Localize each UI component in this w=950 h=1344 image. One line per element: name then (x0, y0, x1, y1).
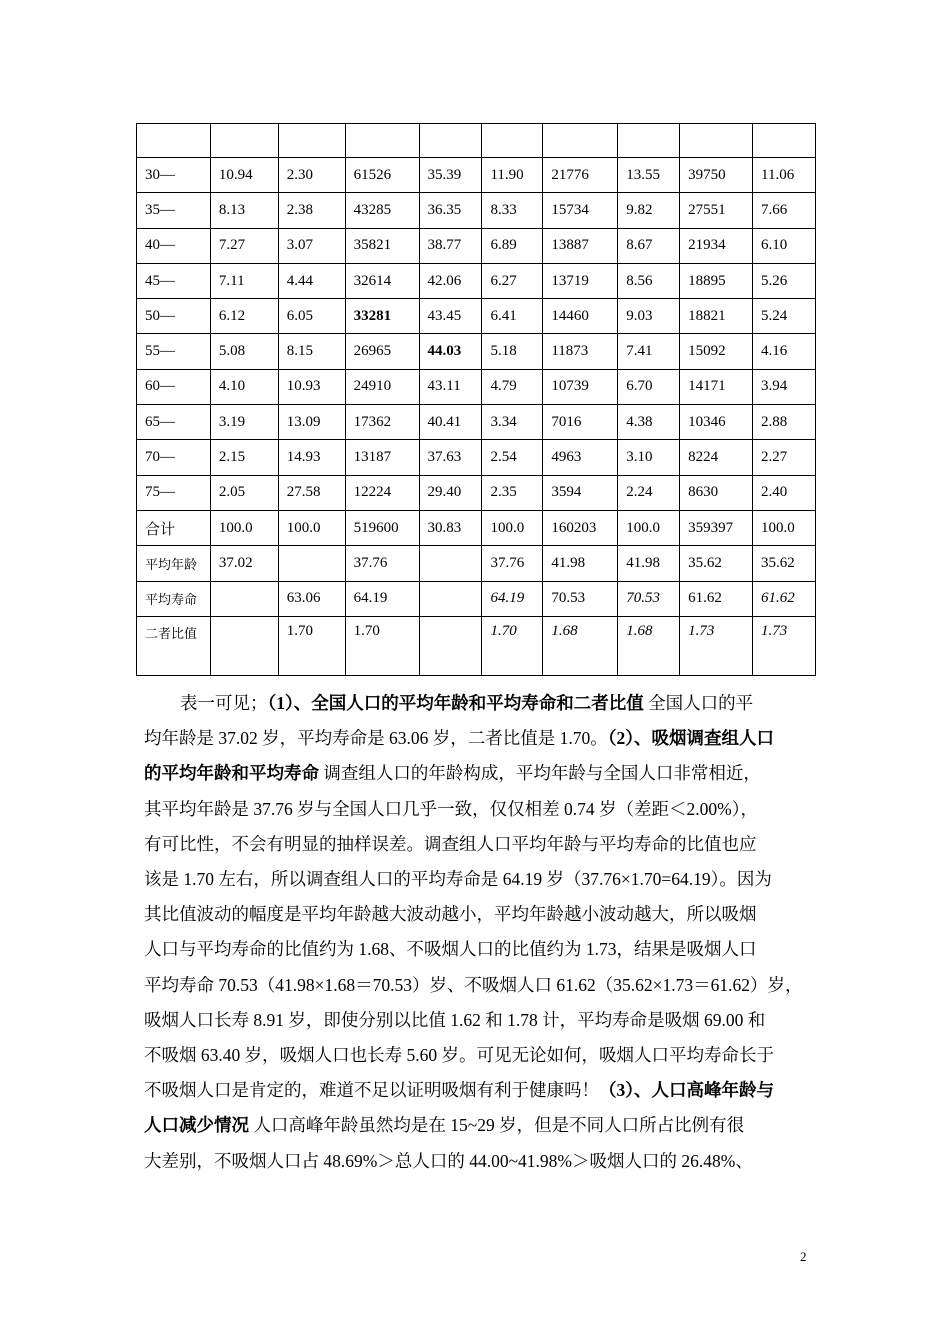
table-row (137, 193, 816, 228)
table-cell: 1.70 (278, 616, 345, 675)
table-cell: 5.24 (753, 299, 816, 334)
row-label-cell: 二者比值 (137, 616, 211, 675)
table-cell: 2.88 (753, 405, 816, 440)
table-cell: 359397 (680, 510, 753, 545)
table-cell: 1.70 (482, 616, 543, 675)
table-cell: 44.03 (419, 334, 482, 369)
table-cell: 6.05 (278, 299, 345, 334)
table-row (137, 124, 816, 158)
table-cell: 2.40 (753, 475, 816, 510)
table-cell: 38.77 (419, 228, 482, 263)
table-row (137, 228, 816, 263)
table-cell: 39750 (680, 158, 753, 193)
table-cell (278, 124, 345, 158)
table-cell (618, 124, 680, 158)
text-line: 人口与平均寿命的比值约为 1.68、不吸烟人口的比值约为 1.73，结果是吸烟人口 (144, 939, 757, 960)
table-cell (482, 124, 543, 158)
table-cell: 2.15 (210, 440, 278, 475)
table-cell: 13719 (543, 263, 618, 298)
table-cell: 8.56 (618, 263, 680, 298)
text-line: 该是 1.70 左右，所以调查组人口的平均寿命是 64.19 岁（37.76×1.70=64.19）。因为 (144, 869, 772, 890)
table-cell (210, 124, 278, 158)
table-cell: 11.90 (482, 158, 543, 193)
table-cell (278, 546, 345, 581)
table-cell: 100.0 (210, 510, 278, 545)
table-cell: 70.53 (543, 581, 618, 616)
table-row (137, 334, 816, 369)
table-cell: 3.34 (482, 405, 543, 440)
heading-inline: 人口减少情况 (144, 1115, 249, 1136)
table-cell (419, 581, 482, 616)
table-cell: 1.73 (680, 616, 753, 675)
table-cell: 13887 (543, 228, 618, 263)
table-cell: 1.68 (543, 616, 618, 675)
table-cell: 8.67 (618, 228, 680, 263)
text-line: 表一可见；（1）、全国人口的平均年龄和平均寿命和二者比值 全国人口的平 (180, 693, 754, 713)
row-label-cell: 40— (137, 228, 211, 263)
table-cell: 7016 (543, 405, 618, 440)
table-cell: 2.54 (482, 440, 543, 475)
table-row (137, 581, 816, 616)
table-cell: 3.07 (278, 228, 345, 263)
table-cell: 14.93 (278, 440, 345, 475)
table-cell: 4963 (543, 440, 618, 475)
table-cell: 35.39 (419, 158, 482, 193)
table-cell: 6.89 (482, 228, 543, 263)
table-cell: 8630 (680, 475, 753, 510)
table-cell: 7.27 (210, 228, 278, 263)
table-cell: 27.58 (278, 475, 345, 510)
table-cell: 2.38 (278, 193, 345, 228)
row-label-cell: 平均寿命 (137, 581, 211, 616)
table-cell: 43285 (345, 193, 419, 228)
row-label-cell: 合计 (137, 510, 211, 545)
text-line: 人口减少情况 人口高峰年龄虽然均是在 15~29 岁，但是不同人口所占比例有很 (144, 1115, 745, 1136)
table-cell (419, 124, 482, 158)
table-cell: 24910 (345, 369, 419, 404)
table-cell: 17362 (345, 405, 419, 440)
table-cell: 35.62 (753, 546, 816, 581)
table-cell: 21934 (680, 228, 753, 263)
table-cell: 37.02 (210, 546, 278, 581)
table-cell: 70.53 (618, 581, 680, 616)
table-cell (419, 616, 482, 675)
table-cell: 37.76 (482, 546, 543, 581)
table-cell: 5.18 (482, 334, 543, 369)
table-cell: 6.27 (482, 263, 543, 298)
table-row (137, 616, 816, 675)
table-cell: 3594 (543, 475, 618, 510)
text-line: 吸烟人口长寿 8.91 岁，即使分别以比值 1.62 和 1.78 计，平均寿命是吸烟 69.00 和 (144, 1009, 766, 1030)
table-cell: 37.63 (419, 440, 482, 475)
text-line: 的平均年龄和平均寿命 调查组人口的年龄构成，平均年龄与全国人口非常相近， (144, 763, 761, 784)
text-line: 不吸烟人口是肯定的，难道不足以证明吸烟有利于健康吗！（3）、人口高峰年龄与 (144, 1080, 774, 1101)
table-cell: 43.11 (419, 369, 482, 404)
table-cell: 64.19 (482, 581, 543, 616)
row-label-cell: 35— (137, 193, 211, 228)
table-cell: 36.35 (419, 193, 482, 228)
table-cell: 27551 (680, 193, 753, 228)
text-line: 均年龄是 37.02 岁，平均寿命是 63.06 岁，二者比值是 1.70。（2）、吸烟调查组人口 (144, 728, 774, 749)
table-cell: 7.41 (618, 334, 680, 369)
table-cell: 3.10 (618, 440, 680, 475)
table-cell: 8.33 (482, 193, 543, 228)
row-label-cell: 70— (137, 440, 211, 475)
table-cell: 1.70 (345, 616, 419, 675)
table-cell (210, 581, 278, 616)
heading-inline: （3）、人口高峰年龄与 (599, 1080, 774, 1101)
table-cell: 10739 (543, 369, 618, 404)
body-paragraph (144, 686, 808, 1179)
table-cell: 14460 (543, 299, 618, 334)
table-cell: 61.62 (753, 581, 816, 616)
table-cell: 37.76 (345, 546, 419, 581)
row-label-cell (137, 124, 211, 158)
table-cell: 1.73 (753, 616, 816, 675)
table-cell: 12224 (345, 475, 419, 510)
table-cell: 4.38 (618, 405, 680, 440)
table-cell: 100.0 (482, 510, 543, 545)
table-cell: 64.19 (345, 581, 419, 616)
table-cell: 10.93 (278, 369, 345, 404)
table-cell: 9.03 (618, 299, 680, 334)
text-line: 平均寿命 70.53（41.98×1.68＝70.53）岁、不吸烟人口 61.62（35.62×1.73＝61.62）岁， (144, 974, 803, 995)
table-row (137, 510, 816, 545)
heading-inline: （1）、全国人口的平均年龄和平均寿命和二者比值 (267, 693, 644, 713)
row-label-cell: 65— (137, 405, 211, 440)
table-cell: 6.12 (210, 299, 278, 334)
row-label-cell: 50— (137, 299, 211, 334)
text-line: 有可比性，不会有明显的抽样误差。调查组人口平均年龄与平均寿命的比值也应 (144, 833, 757, 854)
table-cell: 18821 (680, 299, 753, 334)
text-line: 其平均年龄是 37.76 岁与全国人口几乎一致，仅仅相差 0.74 岁（差距＜2.00%）， (144, 798, 758, 819)
table-cell: 6.70 (618, 369, 680, 404)
table-cell: 29.40 (419, 475, 482, 510)
table-cell (753, 124, 816, 158)
table-cell: 2.27 (753, 440, 816, 475)
table-cell: 8.15 (278, 334, 345, 369)
table-row (137, 475, 816, 510)
table-cell: 33281 (345, 299, 419, 334)
table-cell: 14171 (680, 369, 753, 404)
table-cell: 2.30 (278, 158, 345, 193)
table-cell: 6.41 (482, 299, 543, 334)
table-cell: 7.11 (210, 263, 278, 298)
table-cell (210, 616, 278, 675)
text-line: 不吸烟 63.40 岁，吸烟人口也长寿 5.60 岁。可见无论如何，吸烟人口平均寿命长于 (144, 1045, 774, 1066)
table-cell: 13.55 (618, 158, 680, 193)
table-cell: 5.08 (210, 334, 278, 369)
table-cell: 11873 (543, 334, 618, 369)
table-cell: 42.06 (419, 263, 482, 298)
table-cell: 21776 (543, 158, 618, 193)
row-label-cell: 平均年龄 (137, 546, 211, 581)
text-line: 其比值波动的幅度是平均年龄越大波动越小，平均年龄越小波动越大，所以吸烟 (144, 904, 757, 925)
table-cell: 35821 (345, 228, 419, 263)
table-cell: 519600 (345, 510, 419, 545)
row-label-cell: 55— (137, 334, 211, 369)
table-cell: 61.62 (680, 581, 753, 616)
table-cell: 100.0 (753, 510, 816, 545)
table-cell: 1.68 (618, 616, 680, 675)
table-row (137, 299, 816, 334)
table-cell: 10346 (680, 405, 753, 440)
table-cell: 9.82 (618, 193, 680, 228)
table-cell: 41.98 (618, 546, 680, 581)
table-cell (419, 546, 482, 581)
table-row (137, 405, 816, 440)
row-label-cell: 45— (137, 263, 211, 298)
table-cell: 32614 (345, 263, 419, 298)
row-label-cell: 60— (137, 369, 211, 404)
table-cell: 63.06 (278, 581, 345, 616)
table-row (137, 546, 816, 581)
table-cell: 3.19 (210, 405, 278, 440)
table-cell: 61526 (345, 158, 419, 193)
table-cell: 6.10 (753, 228, 816, 263)
table-cell: 13187 (345, 440, 419, 475)
table-cell: 5.26 (753, 263, 816, 298)
table-cell: 18895 (680, 263, 753, 298)
table-cell: 41.98 (543, 546, 618, 581)
heading-inline: （2）、吸烟调查组人口 (607, 728, 774, 749)
table-cell (345, 124, 419, 158)
table-cell: 8224 (680, 440, 753, 475)
table-cell: 100.0 (618, 510, 680, 545)
table-cell: 35.62 (680, 546, 753, 581)
page-number: 2 (800, 1249, 807, 1264)
table-cell: 13.09 (278, 405, 345, 440)
row-label-cell: 75— (137, 475, 211, 510)
table-cell: 4.10 (210, 369, 278, 404)
table-cell (680, 124, 753, 158)
table-cell: 26965 (345, 334, 419, 369)
data-table (136, 123, 816, 676)
table-cell: 100.0 (278, 510, 345, 545)
table-cell: 3.94 (753, 369, 816, 404)
table-cell: 15734 (543, 193, 618, 228)
table-cell: 15092 (680, 334, 753, 369)
table-row (137, 263, 816, 298)
table-row (137, 369, 816, 404)
heading-inline: 的平均年龄和平均寿命 (144, 763, 319, 784)
text-line: 大差别，不吸烟人口占 48.69%＞总人口的 44.00~41.98%＞吸烟人口的 26.48%、 (144, 1150, 753, 1171)
table-cell: 4.16 (753, 334, 816, 369)
table-row (137, 440, 816, 475)
table-cell: 11.06 (753, 158, 816, 193)
table-cell: 7.66 (753, 193, 816, 228)
table-cell: 4.44 (278, 263, 345, 298)
table-cell: 30.83 (419, 510, 482, 545)
row-label-cell: 30— (137, 158, 211, 193)
table-cell: 8.13 (210, 193, 278, 228)
table-row (137, 158, 816, 193)
table-cell: 10.94 (210, 158, 278, 193)
table-cell: 160203 (543, 510, 618, 545)
table-cell: 2.24 (618, 475, 680, 510)
table-cell: 4.79 (482, 369, 543, 404)
table-cell (543, 124, 618, 158)
table-cell: 40.41 (419, 405, 482, 440)
table-cell: 43.45 (419, 299, 482, 334)
table-cell: 2.05 (210, 475, 278, 510)
table-cell: 2.35 (482, 475, 543, 510)
